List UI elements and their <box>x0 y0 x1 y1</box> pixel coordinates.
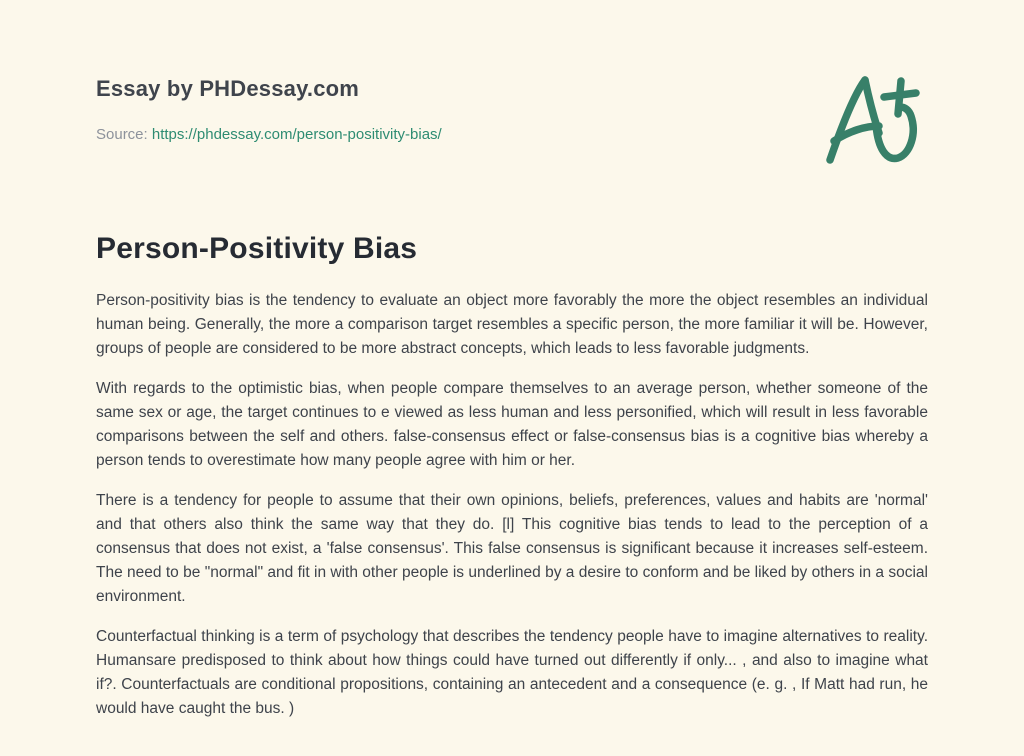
paragraph-1: Person-positivity bias is the tendency to evaluate an object more favorably the more the object resembles an individual human being. Generally, the more a comparison target resembles a specific person, the more familiar it will be. However, groups of people are considered to be more abstract concepts, which leads to less favorable judgments. <box>96 292 928 357</box>
document-header <box>96 0 928 143</box>
source-link[interactable]: https://phdessay.com/person-positivity-bias/ <box>151 126 442 143</box>
paragraph-2: With regards to the optimistic bias, when people compare themselves to an average person, whether someone of the same sex or age, the target continues to e viewed as less human and less personified, which will result in less favorable comparisons between the self and others. false-consensus effect or false-consensus bias is a cognitive bias whereby a person tends to overestimate how many people agree with him or her. <box>96 380 928 469</box>
article-title: Person-Positivity Bias <box>96 232 418 265</box>
article-body <box>96 289 928 721</box>
essay-by-heading: Essay by PHDessay.com <box>96 76 360 101</box>
source-label: Source: <box>96 126 148 143</box>
phdessay-a-plus-logo-icon <box>824 68 928 166</box>
paragraph-4: Counterfactual thinking is a term of psychology that describes the tendency people have to imagine alternatives to reality. Humansare predisposed to think about how things could have turned out differently if only... , and also to imagine what if?. Counterfactuals are conditional propositions, containing an antecedent and a consequence (e. g. , If Matt had run, he would have caught the bus. ) <box>96 628 928 717</box>
source-line <box>96 126 928 143</box>
paragraph-3: There is a tendency for people to assume that their own opinions, beliefs, preferences, values and habits are 'normal' and that others also think the same way that they do. [l] This cognitive bias tends to lead to the perception of a consensus that does not exist, a 'false consensus'. This false consensus is significant because it increases self-esteem. The need to be "normal" and fit in with other people is underlined by a desire to conform and be liked by others in a social environment. <box>96 492 928 605</box>
